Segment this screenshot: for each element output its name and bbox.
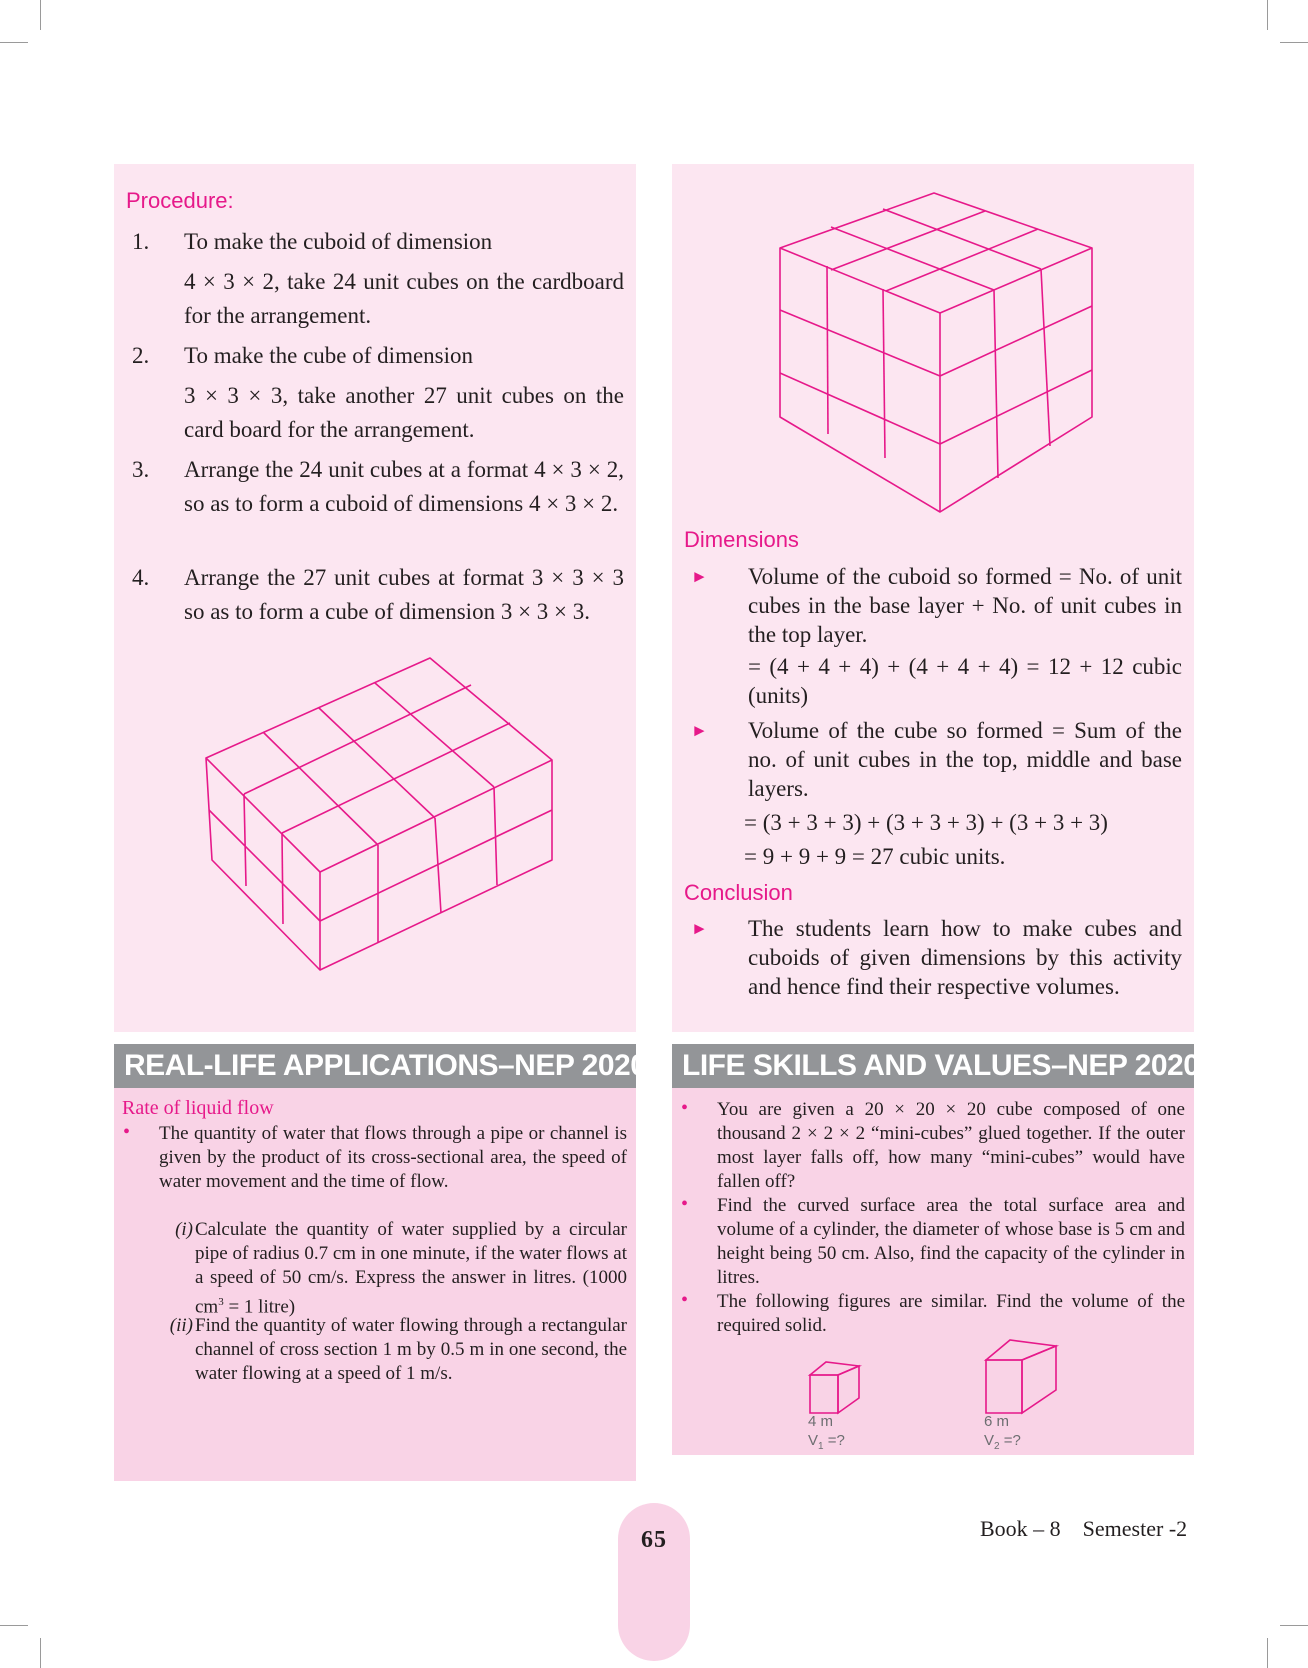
step-number: 2. — [132, 343, 150, 368]
real-life-banner: REAL-LIFE APPLICATIONS–NEP 2020 — [114, 1044, 636, 1088]
large-cube-side-label: 6 m — [984, 1413, 1010, 1430]
bullet-text: Volume of the cuboid so formed = No. of unit cubes in the base layer + No. of unit cubes in the top layer. — [748, 564, 1182, 647]
triangle-bullet-icon: ► — [691, 721, 708, 740]
dimensions-calc-cube-2: = 9 + 9 + 9 = 27 cubic units. — [744, 844, 1006, 869]
volume-subscript: 1 — [818, 1441, 824, 1452]
procedure-title: Procedure: — [126, 188, 234, 213]
volume-symbol: V — [984, 1432, 995, 1449]
large-cube-volume-label — [984, 1432, 1021, 1452]
bullet-dot-icon: • — [681, 1193, 689, 1215]
bullet-text: Volume of the cube so formed = Sum of the no. of unit cubes in the top, middle and base layers. — [748, 718, 1182, 801]
bullet-dot-icon: • — [681, 1289, 689, 1311]
book-footer: Book – 8 Semester -2 — [980, 1516, 1188, 1541]
volume-subscript: 2 — [994, 1441, 1000, 1452]
bullet-text: Find the curved surface area the total surface area and volume of a cylinder, the diameter of whose base is 5 cm and height being 50 cm. Also, find the capacity of the cylinder in litres. — [717, 1195, 1185, 1288]
step-text: To make the cuboid of dimension — [184, 229, 493, 254]
item-superscript: 3 — [218, 1296, 224, 1308]
step-number: 1. — [132, 229, 150, 254]
life-skills-banner: LIFE SKILLS AND VALUES–NEP 2020 — [672, 1044, 1194, 1088]
dimensions-calc-cube-1: = (3 + 3 + 3) + (3 + 3 + 3) + (3 + 3 + 3) — [744, 810, 1108, 835]
step-text: Arrange the 24 unit cubes at a format 4 × 3 × 2, so as to form a cuboid of dimensions 4 × 3 × 2. — [184, 457, 624, 516]
step-text: Arrange the 27 unit cubes at format 3 × 3 × 3 so as to form a cube of dimension 3 × 3 × 3. — [184, 565, 624, 624]
step-number: 3. — [132, 457, 150, 482]
item-text: Calculate the quantity of water supplied by a circular pipe of radius 0.7 cm in one minute, if the water flows at a speed of 50 cm/s. Express the answer in litres. (1000 cm — [195, 1219, 627, 1318]
bullet-text: The following figures are similar. Find the volume of the required solid. — [717, 1291, 1185, 1336]
conclusion-text: The students learn how to make cubes and cuboids of given dimensions by this activity and hence find their respective volumes. — [748, 916, 1182, 999]
item-text: Find the quantity of water flowing through a rectangular channel of cross section 1 m by 0.5 m in one second, the water flowing at a speed of 1 m/s. — [195, 1315, 627, 1384]
volume-equation: =? — [999, 1432, 1021, 1449]
real-life-subtitle: Rate of liquid flow — [122, 1097, 274, 1119]
step-text: 4 × 3 × 2, take 24 unit cubes on the cardboard for the arrangement. — [184, 269, 624, 328]
triangle-bullet-icon: ► — [691, 567, 708, 586]
page-number: 65 — [641, 1527, 667, 1553]
step-text: 3 × 3 × 3, take another 27 unit cubes on the card board for the arrangement. — [184, 383, 624, 442]
calc-text: = (4 + 4 + 4) + (4 + 4 + 4) = 12 + 12 cubic (units) — [748, 654, 1182, 708]
conclusion-title: Conclusion — [684, 880, 793, 905]
step-text: To make the cube of dimension — [184, 343, 474, 368]
volume-symbol: V — [808, 1432, 819, 1449]
bullet-dot-icon: • — [123, 1121, 131, 1143]
step-number: 4. — [132, 565, 150, 590]
item-text: = 1 litre) — [223, 1296, 296, 1318]
item-number: (ii) — [169, 1315, 193, 1336]
item-number: (i) — [175, 1219, 193, 1240]
small-cube-side-label: 4 m — [808, 1413, 834, 1430]
bullet-dot-icon: • — [681, 1097, 689, 1119]
bullet-text: You are given a 20 × 20 × 20 cube composed of one thousand 2 × 2 × 2 “mini-cubes” glued together. If the outer most layer falls off, how many “mini-cubes” would have fallen off? — [717, 1099, 1185, 1192]
triangle-bullet-icon: ► — [691, 919, 708, 938]
bullet-text: The quantity of water that flows through a pipe or channel is given by the product of its cross-sectional area, the speed of water movement and the time of flow. — [159, 1123, 627, 1192]
volume-equation: =? — [823, 1432, 845, 1449]
dimensions-title: Dimensions — [684, 527, 799, 552]
